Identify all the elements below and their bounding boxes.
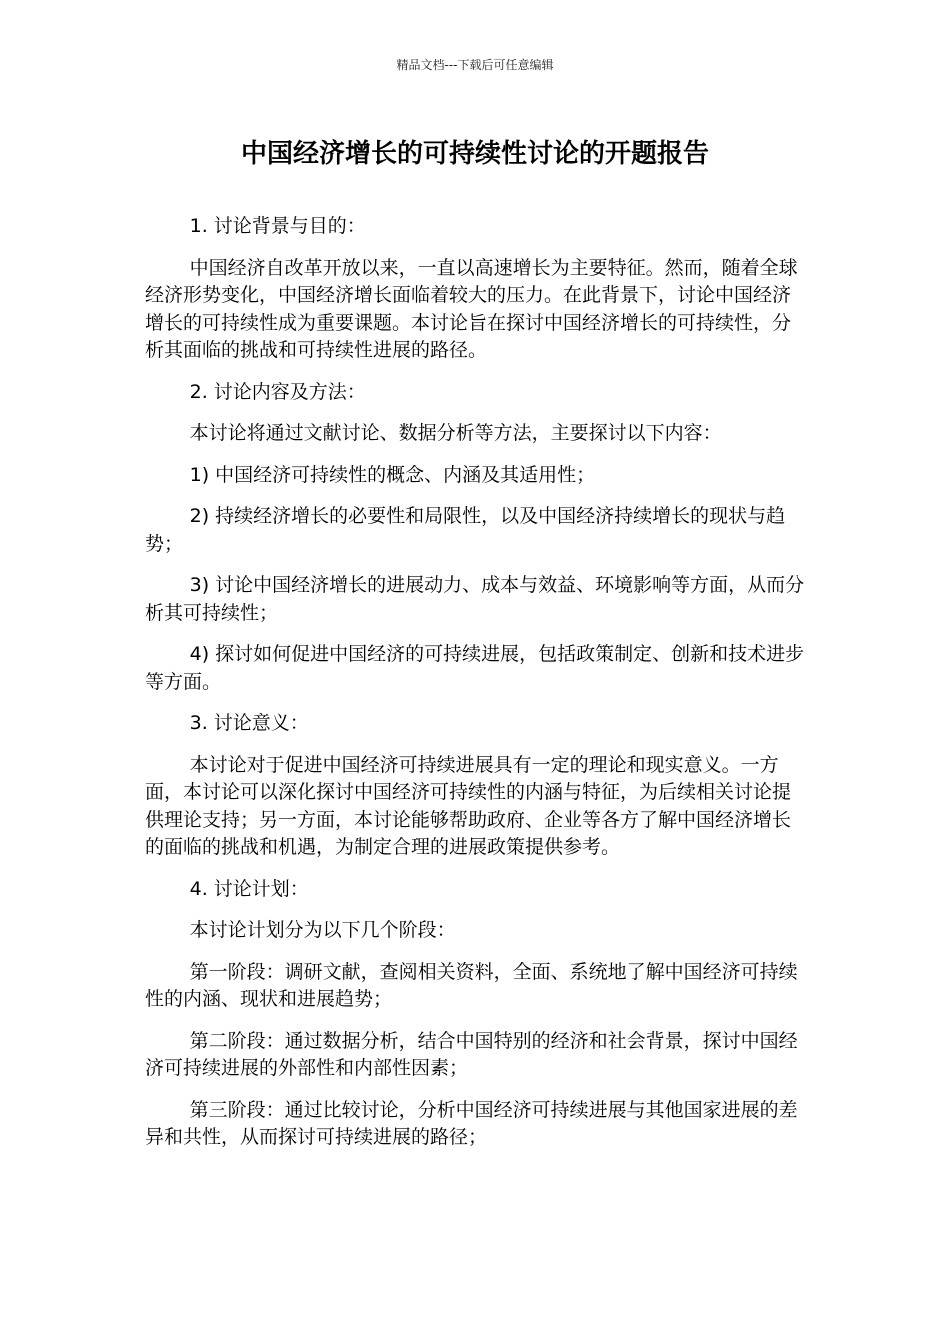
- list-item-1: 1) 中国经济可持续性的概念、内涵及其适用性；: [189, 463, 596, 486]
- section-heading-plan: 4. 讨论计划：: [189, 877, 309, 900]
- section-heading-content-method: 2. 讨论内容及方法：: [189, 380, 366, 403]
- plan-stage-3: 第三阶段：通过比较讨论，分析中国经济可持续进展与其他国家进展的差异和共性，从而探讨可持续进展的路径；: [145, 1098, 798, 1148]
- header-note: 精品文档---下载后可任意编辑: [396, 58, 554, 72]
- document-body: [145, 213, 805, 1166]
- list-item-4: 4) 探讨如何促进中国经济的可持续进展，包括政策制定、创新和技术进步等方面。: [145, 643, 805, 693]
- paragraph-plan-intro: 本讨论计划分为以下几个阶段：: [189, 919, 456, 941]
- paragraph-background: 中国经济自改革开放以来，一直以高速增长为主要特征。然而，随着全球经济形势变化，中国经济增长面临着较大的压力。在此背景下，讨论中国经济增长的可持续性成为重要课题。本讨论旨在探讨中国经济增长的可持续性，分析其面临的挑战和可持续性进展的路径。: [145, 256, 798, 361]
- plan-stage-1: 第一阶段：调研文献，查阅相关资料，全面、系统地了解中国经济可持续性的内涵、现状和进展趋势；: [145, 960, 798, 1010]
- paragraph-significance: 本讨论对于促进中国经济可持续进展具有一定的理论和现实意义。一方面，本讨论可以深化探讨中国经济可持续性的内涵与特征，为后续相关讨论提供理论支持；另一方面，本讨论能够帮助政府、企业等各方了解中国经济增长的面临的挑战和机遇，为制定合理的进展政策提供参考。: [145, 753, 792, 858]
- section-heading-significance: 3. 讨论意义：: [189, 712, 309, 734]
- section-heading-background: 1. 讨论背景与目的：: [189, 215, 366, 237]
- plan-stage-2: 第二阶段：通过数据分析，结合中国特别的经济和社会背景，探讨中国经济可持续进展的外部性和内部性因素；: [145, 1029, 798, 1079]
- paragraph-content-intro: 本讨论将通过文献讨论、数据分析等方法，主要探讨以下内容：: [189, 422, 722, 444]
- list-item-3: 3) 讨论中国经济增长的进展动力、成本与效益、环境影响等方面，从而分析其可持续性；: [145, 574, 805, 624]
- list-item-2: 2) 持续经济增长的必要性和局限性，以及中国经济持续增长的现状与趋势；: [145, 505, 786, 555]
- document-title: 中国经济增长的可持续性讨论的开题报告: [240, 139, 709, 169]
